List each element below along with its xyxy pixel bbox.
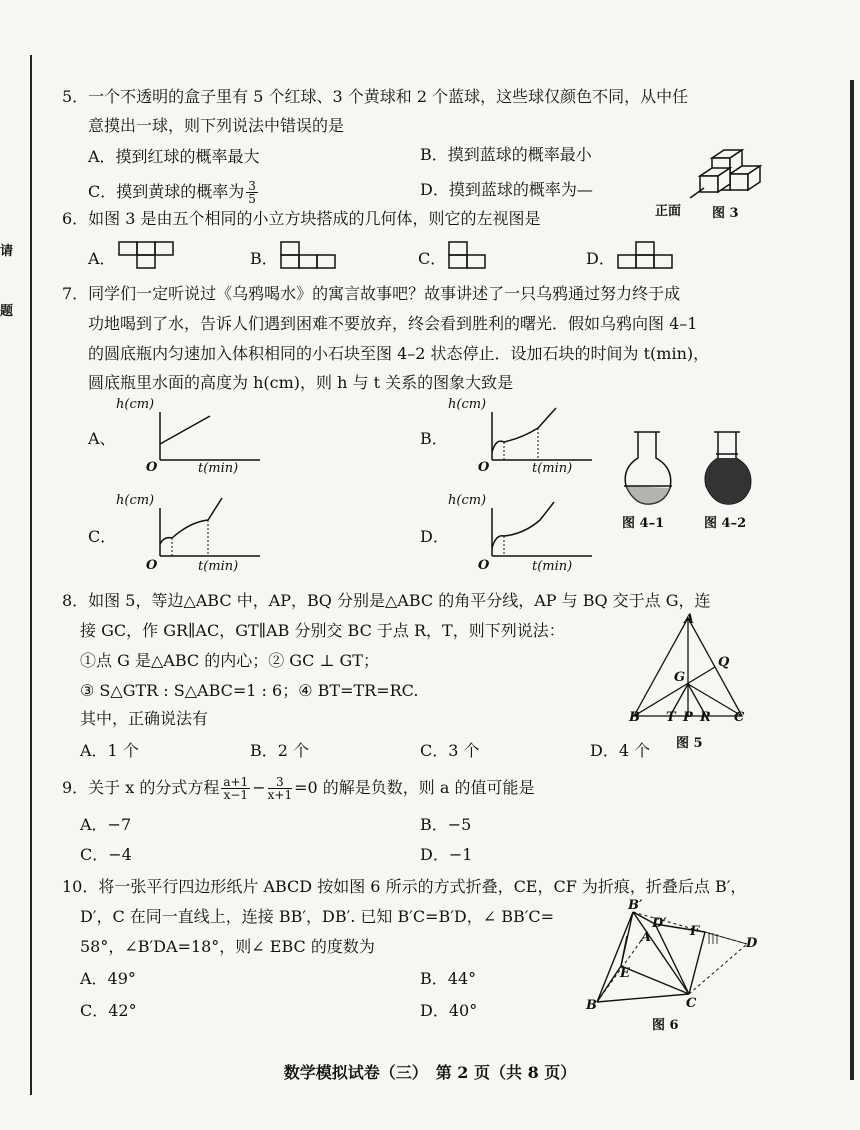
graph-c-x-label: t(min) xyxy=(198,559,239,574)
q7-label-a: A、 xyxy=(88,429,116,448)
figure-4-1-caption: 图 4–1 xyxy=(622,516,665,531)
fig5-point-b: B xyxy=(629,710,640,725)
q9-option-a: A．−7 xyxy=(80,815,132,834)
q7-label-b: B． xyxy=(420,429,448,448)
q9-text-pre: 9．关于 x 的分式方程 xyxy=(62,778,220,797)
q9-option-d: D．−1 xyxy=(420,845,473,864)
flask-4-2 xyxy=(700,430,770,510)
graph-d-origin: O xyxy=(478,558,490,573)
q8-option-d: D．4 个 xyxy=(590,741,651,760)
fraction-denominator: 5 xyxy=(248,192,256,206)
fig5-point-g: G xyxy=(674,670,686,685)
graph-b-x-label: t(min) xyxy=(532,461,573,476)
fig6-point-b-prime: B′ xyxy=(628,898,643,913)
fig5-point-q: Q xyxy=(718,655,730,670)
q5-option-c-fraction xyxy=(246,180,258,205)
graph-c-origin: O xyxy=(146,558,158,573)
q10-text-line1: 10．将一张平行四边形纸片 ABCD 按如图 6 所示的方式折叠，CE，CF 为折痕，折叠后点 B′， xyxy=(62,877,747,896)
q6-label-d: D． xyxy=(586,249,615,268)
q10-option-b: B．44° xyxy=(420,969,477,988)
figure-6-parallelogram xyxy=(585,898,760,1013)
q9-option-c: C．−4 xyxy=(80,845,132,864)
fig6-point-d: D xyxy=(746,936,758,951)
q8-statements-1: ①点 G 是△ABC 的内心；② GC ⊥ GT； xyxy=(80,651,379,670)
q10-text-line2: D′，C 在同一直线上，连接 BB′，DB′. 已知 B′C=B′D，∠ BB′C= xyxy=(80,907,555,926)
flask-4-1 xyxy=(620,430,690,510)
q6-label-c: C． xyxy=(418,249,447,268)
fig5-point-p: P xyxy=(683,710,693,725)
q5-option-c-text: C．摸到黄球的概率为 xyxy=(88,182,245,201)
graph-a-origin: O xyxy=(146,460,158,475)
q5-option-b: B．摸到蓝球的概率最小 xyxy=(420,145,592,164)
fig5-point-a: A xyxy=(684,612,695,627)
q10-option-c: C．42° xyxy=(80,1001,137,1020)
figure-3-cubes xyxy=(690,150,770,200)
page-edge xyxy=(850,80,854,1080)
margin-char: 题 xyxy=(0,304,14,319)
q9-text-post: =0 的解是负数，则 a 的值可能是 xyxy=(294,778,535,797)
fig5-point-r: R xyxy=(700,710,711,725)
q6-text: 6．如图 3 是由五个相同的小立方块搭成的几何体，则它的左视图是 xyxy=(62,209,541,228)
margin-char: 请 xyxy=(0,244,14,259)
q9-fraction-1 xyxy=(221,776,250,801)
q7-text-line2: 功地喝到了水，告诉人们遇到困难不要放弃，终会看到胜利的曙光．假如乌鸦向图 4–1 xyxy=(88,314,698,333)
q8-option-c: C．3 个 xyxy=(420,741,480,760)
fig6-point-d-prime: D′ xyxy=(652,916,667,931)
q8-option-b: B．2 个 xyxy=(250,741,310,760)
q9-minus: − xyxy=(252,778,266,797)
q10-option-d: D．40° xyxy=(420,1001,478,1020)
fig6-point-e: E xyxy=(620,966,630,981)
figure-5-caption: 图 5 xyxy=(676,736,703,751)
q6-label-a: A． xyxy=(88,249,116,268)
fig5-point-c: C xyxy=(734,710,745,725)
graph-d-x-label: t(min) xyxy=(532,559,573,574)
q7-label-d: D． xyxy=(420,527,449,546)
q8-text-line1: 8．如图 5，等边△ABC 中，AP，BQ 分别是△ABC 的角平分线，AP 与 BQ 交于点 G，连 xyxy=(62,591,711,610)
q7-label-c: C． xyxy=(88,527,117,546)
q6-option-d-shape xyxy=(616,241,676,271)
figure-6-caption: 图 6 xyxy=(652,1018,679,1033)
fraction-denominator: x−1 xyxy=(223,788,249,802)
page-footer: 数学模拟试卷（三） 第 2 页（共 8 页） xyxy=(283,1063,577,1082)
fig5-point-t: T xyxy=(666,710,676,725)
fraction-numerator: a+1 xyxy=(223,775,249,789)
graph-c xyxy=(150,506,270,576)
q8-text-line2: 接 GC，作 GR∥AC，GT∥AB 分别交 BC 于点 R，T，则下列说法： xyxy=(80,621,565,640)
q8-question: 其中，正确说法有 xyxy=(80,709,209,728)
q10-option-a: A．49° xyxy=(80,969,136,988)
q5-option-d: D．摸到蓝球的概率为— xyxy=(420,180,593,199)
q9-option-b: B．−5 xyxy=(420,815,472,834)
fig6-point-c: C xyxy=(686,996,697,1011)
q9-fraction-2 xyxy=(268,776,292,801)
fraction-numerator: 3 xyxy=(268,776,292,789)
q5-option-c xyxy=(88,180,260,205)
figure-4-2-caption: 图 4–2 xyxy=(704,516,747,531)
graph-b-y-label: h(cm) xyxy=(448,397,487,412)
fig6-point-a: A xyxy=(641,930,652,945)
q6-label-b: B． xyxy=(250,249,278,268)
q7-text-line4: 圆底瓶里水面的高度为 h(cm)，则 h 与 t 关系的图象大致是 xyxy=(88,373,514,392)
graph-d-y-label: h(cm) xyxy=(448,493,487,508)
graph-b-origin: O xyxy=(478,460,490,475)
graph-d xyxy=(482,506,602,576)
fraction-denominator: x+1 xyxy=(267,788,293,802)
graph-a-x-label: t(min) xyxy=(198,461,239,476)
q9-text xyxy=(62,776,535,801)
q5-text-line2: 意摸出一球，则下列说法中错误的是 xyxy=(88,116,345,135)
q6-option-b-shape xyxy=(280,241,336,271)
fig6-point-f: F xyxy=(690,924,700,939)
q6-option-c-shape xyxy=(448,241,488,271)
q7-text-line1: 7．同学们一定听说过《乌鸦喝水》的寓言故事吧？故事讲述了一只乌鸦通过努力终于成 xyxy=(62,284,681,303)
figure-3-caption: 图 3 xyxy=(712,206,739,221)
figure-3-front-label: 正面 xyxy=(655,204,682,219)
fraction-numerator: 3 xyxy=(248,179,256,193)
fig6-point-b: B xyxy=(586,998,597,1013)
binding-margin-line xyxy=(30,55,32,1095)
q5-text-line1: 5．一个不透明的盒子里有 5 个红球、3 个黄球和 2 个蓝球，这些球仅颜色不同，从中任 xyxy=(62,87,689,106)
graph-b xyxy=(482,410,602,480)
q5-option-a: A．摸到红球的概率最大 xyxy=(88,147,260,166)
q8-statements-2: ③ S△GTR : S△ABC=1 : 6；④ BT=TR=RC. xyxy=(80,681,419,700)
q7-text-line3: 的圆底瓶内匀速加入体积相同的小石块至图 4–2 状态停止．设加石块的时间为 t(min)， xyxy=(88,344,710,363)
q8-option-a: A．1 个 xyxy=(80,741,139,760)
graph-a xyxy=(150,410,270,480)
q10-text-line3: 58°，∠B′DA=18°，则∠ EBC 的度数为 xyxy=(80,937,375,956)
graph-a-y-label: h(cm) xyxy=(116,397,155,412)
graph-c-y-label: h(cm) xyxy=(116,493,155,508)
q6-option-a-shape xyxy=(118,241,174,271)
